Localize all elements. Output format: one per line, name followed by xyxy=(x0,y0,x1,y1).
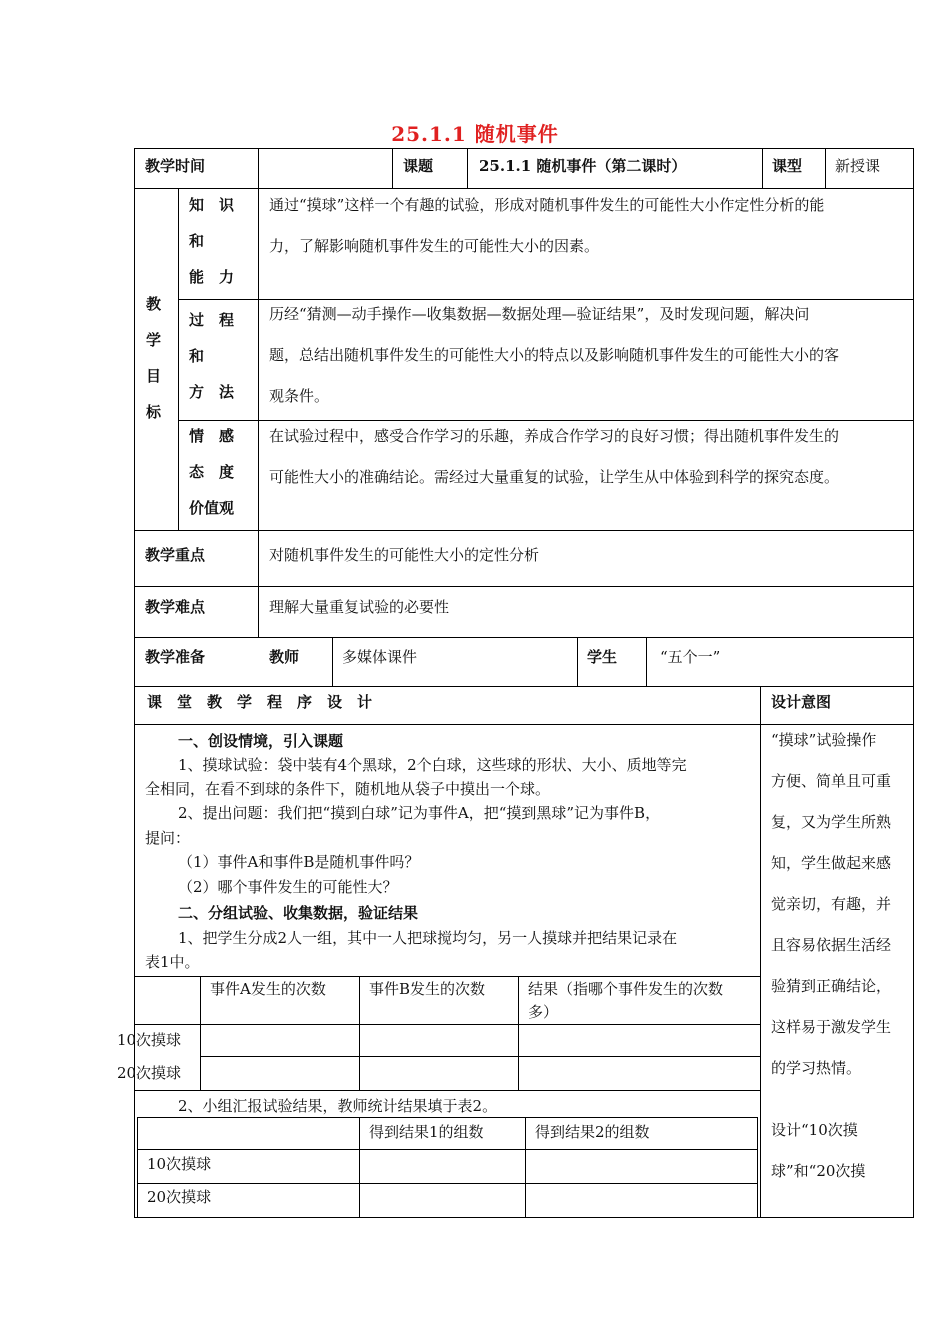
process-label-1: 过 程 xyxy=(189,311,235,329)
key-point-label: 教学重点 xyxy=(145,546,206,564)
type-label: 课型 xyxy=(772,157,803,175)
difficulty-label: 教学难点 xyxy=(145,598,206,616)
table1-row-20-label: 次摸球 xyxy=(136,1064,182,1082)
knowledge-label-2: 和 xyxy=(189,232,205,250)
student-value: “五个一” xyxy=(660,648,721,666)
goals-label-1: 教 xyxy=(146,295,162,313)
goals-label-2: 学 xyxy=(146,331,162,349)
table1-row-10-prefix: 10 xyxy=(117,1031,137,1049)
process-label-2: 和 xyxy=(189,347,205,365)
emotion-text-2: 可能性大小的准确结论。需经过大量重复的试验，让学生从中体验到科学的探究态度。 xyxy=(269,468,840,486)
design-intent-line-1: “摸球”试验操作 xyxy=(771,731,877,749)
type-value: 新授课 xyxy=(835,157,881,175)
emotion-text-1: 在试验过程中，感受合作学习的乐趣，养成合作学习的良好习惯；得出随机事件发生的 xyxy=(269,427,840,445)
process-text-1: 历经“猜测—动手操作—收集数据—数据处理—验证结果”，及时发现问题，解决问 xyxy=(269,305,810,323)
time-label: 教学时间 xyxy=(145,157,206,175)
s1-paragraph-1a: 1、摸球试验：袋中装有4个黑球，2个白球，这些球的形状、大小、质地等完 xyxy=(178,756,687,774)
design-intent-line-8: 这样易于激发学生 xyxy=(771,1018,892,1036)
goals-label-3: 目 xyxy=(146,367,162,385)
student-label: 学生 xyxy=(587,648,618,666)
s1-question-2: （2）哪个事件发生的可能性大？ xyxy=(178,878,398,896)
table1-row-10-label: 次摸球 xyxy=(136,1031,182,1049)
section-2-title: 二、分组试验、收集数据，验证结果 xyxy=(178,904,419,922)
knowledge-text-2: 力，了解影响随机事件发生的可能性大小的因素。 xyxy=(269,237,600,255)
goals-label-4: 标 xyxy=(146,403,162,421)
design-intent-line-6: 且容易依据生活经 xyxy=(771,936,892,954)
difficulty-text: 理解大量重复试验的必要性 xyxy=(269,598,450,616)
table2-row-20: 20次摸球 xyxy=(147,1188,212,1206)
table1-header-result-1: 结果（指哪个事件发生的次数 xyxy=(528,980,724,998)
design-intent-line-7: 验猜到正确结论， xyxy=(771,977,892,995)
s2-paragraph-2: 2、小组汇报试验结果，教师统计结果填于表2。 xyxy=(178,1097,498,1115)
table1-row-20-prefix: 20 xyxy=(117,1064,137,1082)
s1-paragraph-1b: 全相同，在看不到球的条件下，随机地从袋子中摸出一个球。 xyxy=(145,780,551,798)
teacher-label: 教师 xyxy=(269,648,300,666)
knowledge-label-3: 能 力 xyxy=(189,268,235,286)
s1-paragraph-2b: 提问： xyxy=(145,829,191,847)
design-intent-line-9: 的学习热情。 xyxy=(771,1059,862,1077)
knowledge-text-1: 通过“摸球”这样一个有趣的试验，形成对随机事件发生的可能性大小作定性分析的能 xyxy=(269,196,825,214)
teacher-value: 多媒体课件 xyxy=(342,648,418,666)
knowledge-label-1: 知 识 xyxy=(189,196,235,214)
topic-label: 课题 xyxy=(403,157,434,175)
process-text-3: 观条件。 xyxy=(269,387,330,405)
design-intent-line-10: 设计“10次摸 xyxy=(771,1121,858,1139)
s2-paragraph-1a: 1、把学生分成2人一组，其中一人把球搅均匀，另一人摸球并把结果记录在 xyxy=(178,929,678,947)
design-intent-line-5: 觉亲切，有趣，并 xyxy=(771,895,892,913)
design-intent-line-3: 复，又为学生所熟 xyxy=(771,813,892,831)
emotion-label-1: 情 感 xyxy=(189,427,235,445)
table1-header-result-2: 多） xyxy=(528,1003,559,1021)
table1-header-a: 事件A发生的次数 xyxy=(210,980,326,998)
table2-row-10: 10次摸球 xyxy=(147,1155,212,1173)
design-intent-line-2: 方便、简单且可重 xyxy=(771,772,892,790)
s2-paragraph-1b: 表1中。 xyxy=(145,953,200,971)
page-title: 25.1.1 随机事件 xyxy=(391,122,559,146)
process-label-3: 方 法 xyxy=(189,383,235,401)
emotion-label-3: 价值观 xyxy=(189,499,235,517)
table2-header-2: 得到结果2的组数 xyxy=(535,1123,650,1141)
key-point-text: 对随机事件发生的可能性大小的定性分析 xyxy=(269,546,540,564)
prep-label: 教学准备 xyxy=(145,648,206,666)
table1-header-b: 事件B发生的次数 xyxy=(369,980,486,998)
design-intent-line-4: 知，学生做起来感 xyxy=(771,854,892,872)
design-header: 设计意图 xyxy=(771,693,832,711)
section-1-title: 一、创设情境，引入课题 xyxy=(178,732,344,750)
process-text-2: 题，总结出随机事件发生的可能性大小的特点以及影响随机事件发生的可能性大小的客 xyxy=(269,346,840,364)
emotion-label-2: 态 度 xyxy=(189,463,235,481)
design-intent-line-11: 球”和“20次摸 xyxy=(771,1162,866,1180)
procedure-header: 课 堂 教 学 程 序 设 计 xyxy=(147,693,373,711)
s1-question-1: （1）事件A和事件B是随机事件吗？ xyxy=(178,853,420,871)
table2-header-1: 得到结果1的组数 xyxy=(369,1123,484,1141)
s1-paragraph-2a: 2、提出问题：我们把“摸到白球”记为事件A，把“摸到黑球”记为事件B， xyxy=(178,804,661,822)
topic-value: 25.1.1 随机事件（第二课时） xyxy=(479,157,687,175)
